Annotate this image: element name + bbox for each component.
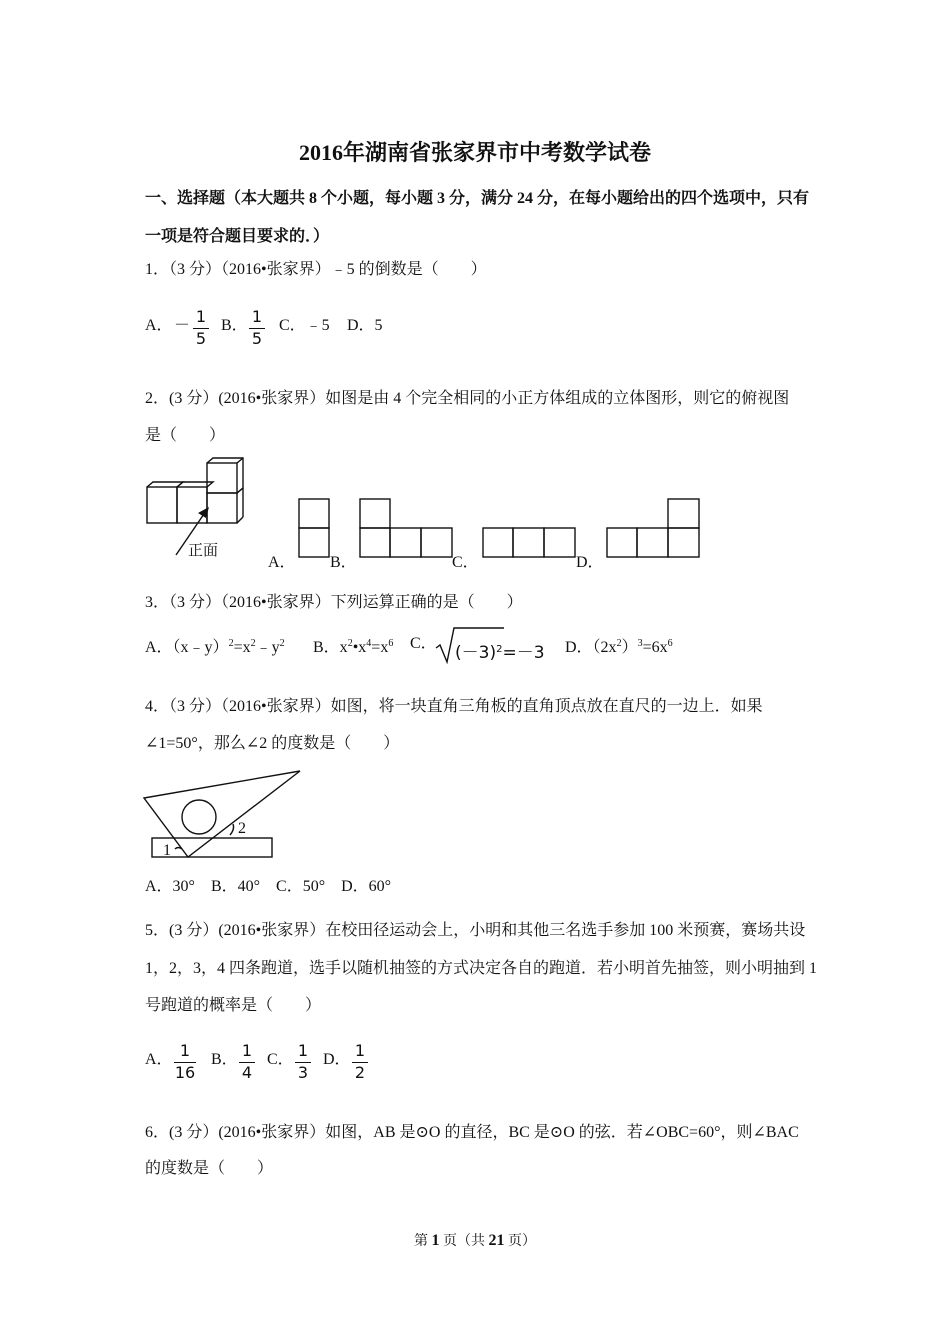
q2-option-c-label: C． (452, 554, 479, 571)
q1-b-denominator: 5 (251, 329, 263, 348)
q2-option-d-figure (606, 498, 700, 558)
q2-option-a-label: A． (268, 554, 296, 571)
q4-stem-line2: ∠1=50°，那么∠2 的度数是（ ） (145, 735, 400, 752)
q5-stem-line2: 1，2，3，4 四条跑道，选手以随机抽签的方式决定各自的跑道．若小明首先抽签，则小明抽到 1 (145, 960, 818, 977)
q3-stem: 3．（3 分）（2016•张家界）下列运算正确的是（ ） (145, 594, 523, 611)
q2-option-d-label: D． (576, 554, 604, 571)
q1-option-b-fraction (249, 308, 265, 348)
q5-option-a-fraction: 1 16 (174, 1041, 196, 1082)
q6-stem-line2: 的度数是（ ） (145, 1160, 274, 1177)
q5-stem-line3: 号跑道的概率是（ ） (145, 997, 322, 1014)
section-heading-line2: 一项是符合题目要求的．） (145, 228, 330, 245)
q1-option-a-sign: － (174, 317, 191, 334)
q1-stem: 1．（3 分）（2016•张家界）﹣5 的倒数是（ ） (145, 261, 487, 278)
q4-options: A．30° B．40° C．50° D．60° (145, 878, 392, 895)
page-number: 1 (431, 1232, 440, 1249)
q6-stem-line1: 6．(3 分）(2016•张家界）如图，AB 是⊙O 的直径，BC 是⊙O 的弦．若∠OBC=60°，则∠BAC (145, 1124, 799, 1141)
q1-option-a-label: A． (145, 317, 173, 334)
q1-option-d: D．5 (347, 317, 383, 334)
q1-b-numerator: 1 (251, 307, 263, 326)
page-title: 2016年湖南省张家界市中考数学试卷 (298, 140, 651, 165)
q2-front-label: 正面 (188, 541, 219, 559)
q2-option-b-label: B． (330, 554, 357, 571)
q1-option-b-label: B． (221, 317, 248, 334)
q3-option-c-label: C． (410, 635, 437, 652)
q1-a-denominator: 5 (195, 329, 207, 348)
q5-option-c-label: C． (267, 1051, 294, 1068)
q4-angle-label-1: 1 (163, 842, 171, 859)
q2-stem-line2: 是（ ） (145, 427, 226, 444)
q5-option-b-fraction: 1 4 (239, 1042, 255, 1082)
q2-option-c-figure (482, 527, 576, 559)
q5-option-a-label: A． (145, 1051, 173, 1068)
q5-stem-line1: 5．(3 分）(2016•张家界）在校田径运动会上，小明和其他三名选手参加 100 米预赛，赛场共设 (145, 922, 806, 939)
q4-triangle-ruler-figure (140, 767, 310, 862)
q3-option-a: A．$(x﹣y)^2=x^2﹣y^2$ (145, 638, 285, 656)
q3-option-c-expression: $(-3)^2=-3$ (455, 643, 545, 663)
q2-option-b-figure (359, 498, 453, 558)
q3-option-b: B．$x^2•x^4=x^6$ (313, 638, 394, 656)
q4-angle-label-2: 2 (238, 820, 246, 837)
q2-stem-line1: 2．(3 分）(2016•张家界）如图是由 4 个完全相同的小正方体组成的立体图形，则它的俯视图 (145, 390, 790, 407)
q3-option-d: D．$(2x^2)^3=6x^6$ (565, 638, 673, 656)
q5-option-d-label: D． (323, 1051, 351, 1068)
q5-option-d-fraction: 1 2 (352, 1042, 368, 1082)
q1-option-a-fraction (193, 308, 209, 348)
page-footer: 第 1 页（共 21 页） (414, 1232, 536, 1249)
q2-option-a-figure (298, 498, 330, 558)
page-total: 21 (488, 1232, 505, 1249)
q5-option-b-label: B． (211, 1051, 238, 1068)
q1-a-numerator: 1 (195, 307, 207, 326)
q1-option-c: C．﹣5 (279, 317, 330, 334)
section-heading-line1: 一、选择题（本大题共 8 个小题，每小题 3 分，满分 24 分，在每小题给出的四个选项中，只有 (145, 190, 810, 207)
q5-option-c-fraction: 1 3 (295, 1042, 311, 1082)
q4-stem-line1: 4．（3 分）（2016•张家界）如图，将一块直角三角板的直角顶点放在直尺的一边上．如果 (145, 698, 763, 715)
